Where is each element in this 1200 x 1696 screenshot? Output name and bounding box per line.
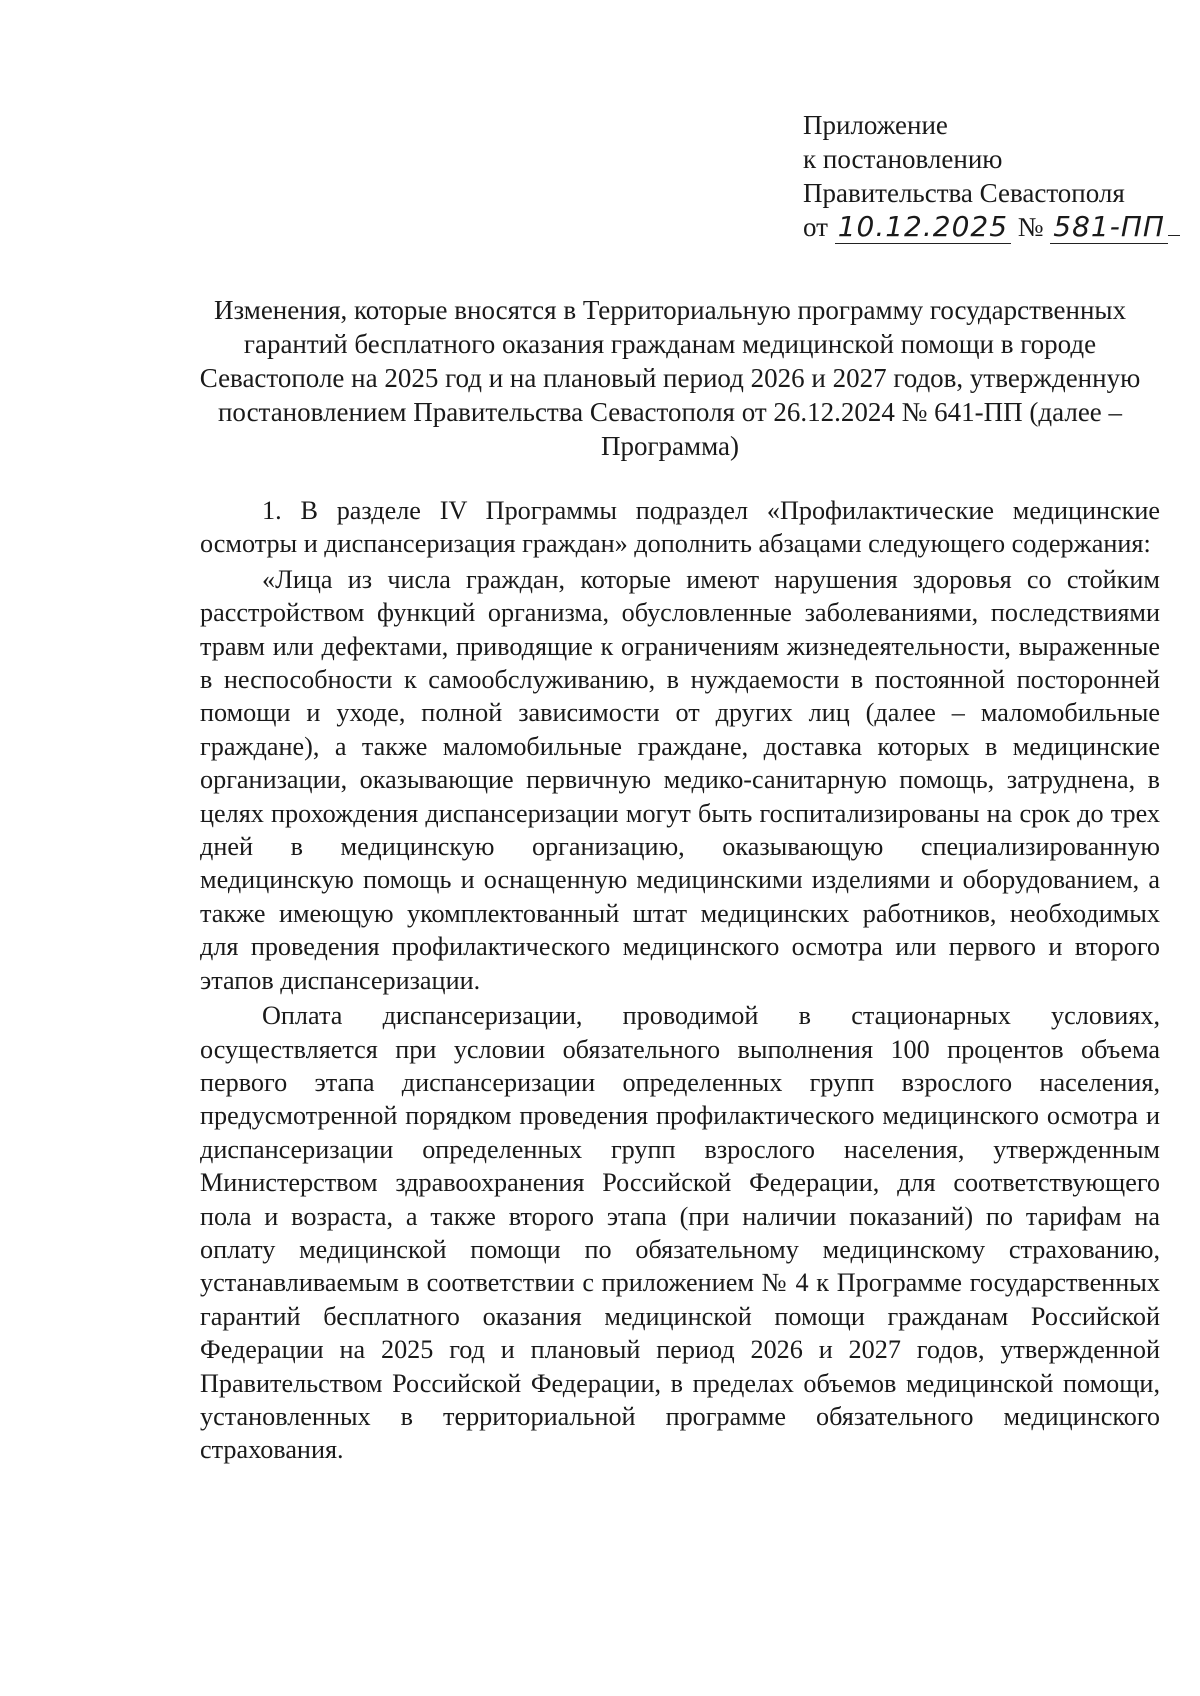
handwritten-date: 10.12.2025 — [835, 210, 1011, 244]
paragraph-1: «Лица из числа граждан, которые имеют нарушения здоровья со стойким расстройством функций организма, обусловленные заболеваниями, последствиями травм или дефектами, приводящие к ограничениям жизнедеятельности, выраженные в неспособности к самообслуживанию, в нуждаемости в постоянной посторонней помощи и уходе, полной зависимости от других лиц (далее – маломобильные граждане), а также маломобильные граждане, доставка которых в медицинские организации, оказывающие первичную медико-санитарную помощь, затруднена, в целях прохождения диспансеризации могут быть госпитализированы на срок до трех дней в медицинскую организацию, оказывающую специализированную медицинскую помощь и оснащенную медицинскими изделиями и оборудованием, а также имеющую укомплектованный штат медицинских работников, необходимых для проведения профилактического медицинского осмотра или первого и второго этапов диспансеризации. — [200, 564, 1160, 995]
date-prefix: от — [803, 212, 828, 242]
paragraph-2: Оплата диспансеризации, проводимой в стационарных условиях, осуществляется при условии обязательного выполнения 100 процентов объема первого этапа диспансеризации определенных групп взрослого населения, предусмотренной порядком проведения профилактического медицинского осмотра и диспансеризации определенных групп взрослого населения, утвержденным Министерством здравоохранения Российской Федерации, для соответствующего пола и возраста, а также второго этапа (при наличии показаний) по тарифам на оплату медицинской помощи по обязательному медицинскому страхованию, устанавливаемым в соответствии с приложением № 4 к Программе государственных гарантий бесплатного оказания медицинской помощи гражданам Российской Федерации на 2025 год и плановый период 2026 и 2027 годов, утвержденной Правительством Российской Федерации, в пределах объемов медицинской помощи, установленных в территориальной программе обязательного медицинского страхования. — [200, 1001, 1160, 1465]
appendix-authority: Правительства Севастополя — [803, 178, 1125, 208]
appendix-header — [803, 108, 1163, 244]
signature-underline — [1168, 235, 1180, 236]
appendix-date-number — [803, 210, 1163, 244]
appendix-reference: к постановлению — [803, 144, 1003, 174]
item-1: 1. В разделе IV Программы подраздел «Профилактические медицинские осмотры и диспансеризация граждан» дополнить абзацами следующего содержания: — [200, 496, 1160, 559]
document-title: Изменения, которые вносятся в Территориальную программу государственных гарантий бесплатного оказания гражданам медицинской помощи в городе Севастополе на 2025 год и на плановый период 2026 и 2027 годов, утвержденную постановлением Правительства Севастополя от 26.12.2024 № 641-ПП (далее – Программа) — [199, 295, 1141, 461]
document-body — [200, 494, 1160, 1467]
number-prefix: № — [1017, 212, 1044, 242]
appendix-label: Приложение — [803, 110, 948, 140]
handwritten-number: 581-ПП — [1050, 210, 1168, 244]
